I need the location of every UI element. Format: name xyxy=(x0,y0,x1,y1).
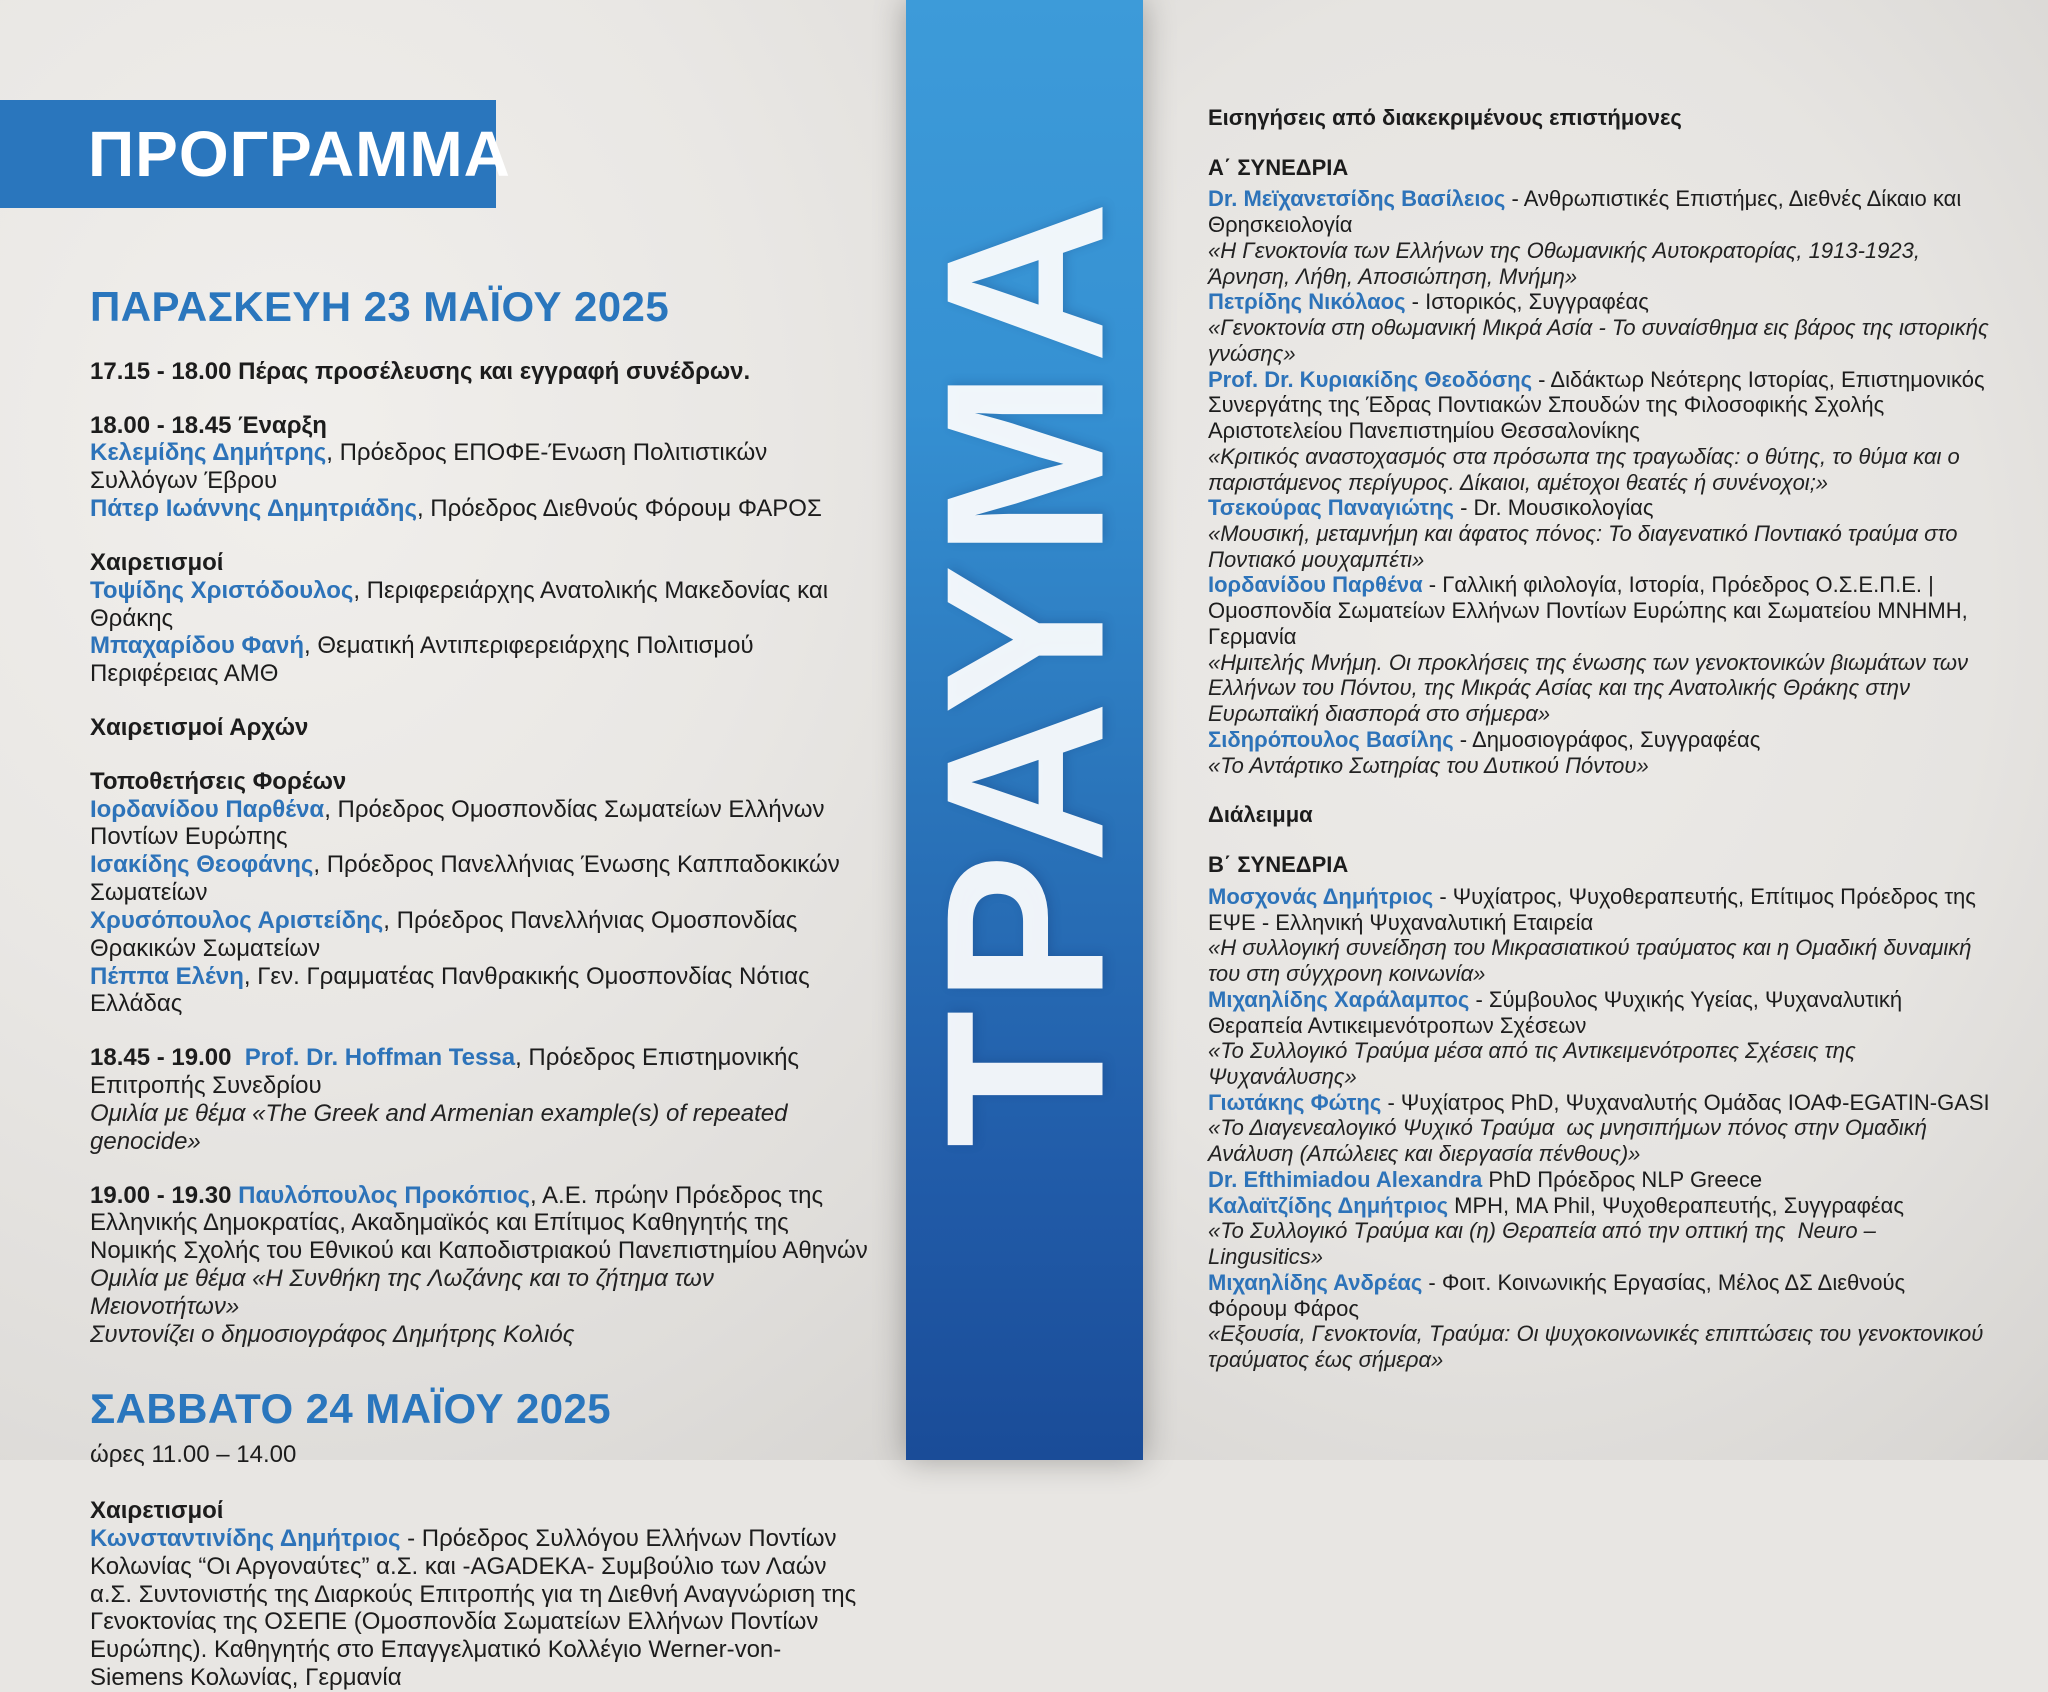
text-run: Χρυσόπουλος Αριστείδης xyxy=(90,906,384,934)
text-run: 18.45 - 19.00 xyxy=(90,1044,245,1072)
text-run: «Το Συλλογικό Τραύμα και (η) Θεραπεία από την οπτική της Neuro – Lingusitics» xyxy=(1208,1218,1883,1270)
text-run: Χαιρετισμοί xyxy=(90,548,224,576)
text-run: Dr. Efthimiadou Alexandra xyxy=(1208,1166,1483,1192)
text-run: Κωνσταντινίδης Δημήτριος xyxy=(90,1524,401,1552)
text-run: Μιχαηλίδης Ανδρέας xyxy=(1208,1269,1423,1295)
day2-greetings-block xyxy=(90,1497,868,1692)
text-run: , Γεν. Γραμματέας Πανθρακικής Ομοσπονδίας Νότιας Ελλάδας xyxy=(90,962,817,1018)
text-run: , Πρόεδρος Πανελλήνιας Ένωσης Καππαδοκικών Σωματείων xyxy=(90,851,847,907)
text-run: , Πρόεδρος Διεθνούς Φόρουμ ΦΑΡΟΣ xyxy=(416,495,822,523)
registration-block xyxy=(90,358,868,386)
session-entry xyxy=(1208,495,1990,572)
text-run: - Ψυχίατρος PhD, Ψυχαναλυτής Ομάδας ΙΟΑΦ-EGATIN-GASI xyxy=(1381,1089,1990,1115)
text-run: Ομιλία με θέμα «Η Συνθήκη της Λωζάνης και το ζήτημα των Μειονοτήτων» xyxy=(90,1265,721,1320)
text-run: , Α.Ε. πρώην Πρόεδρος της Ελληνικής Δημοκρατίας, Ακαδημαϊκός και Επίτιμος Καθηγητής της Νομικής Σχολής του Εθνικού και Καποδιστριακού Πανεπιστημίου Αθηνών xyxy=(90,1181,868,1265)
keynote1-block xyxy=(90,1044,868,1155)
session-entry xyxy=(1208,884,1990,987)
session-entry xyxy=(1208,1090,1990,1167)
text-run: - Δημοσιογράφος, Συγγραφέας xyxy=(1453,726,1761,752)
text-run: - Ιστορικός, Συγγραφέας xyxy=(1405,289,1649,315)
session-entry xyxy=(1208,572,1990,726)
text-run: , Πρόεδρος Πανελλήνιας Ομοσπονδίας Θρακικών Σωματείων xyxy=(90,906,804,962)
session-entry xyxy=(1208,367,1990,496)
text-run: 17.15 - 18.00 Πέρας προσέλευσης και εγγραφή συνέδρων. xyxy=(90,357,751,385)
text-run: «Ημιτελής Μνήμη. Οι προκλήσεις της ένωσης των γενοκτονικών βιωμάτων των Ελλήνων του Πόντου, της Μικράς Ασίας και της Ανατολικής Θράκης στην Ευρωπαϊκή διασπορά στο σήμερα» xyxy=(1208,649,1975,727)
text-run: Β΄ ΣΥΝΕΔΡΙΑ xyxy=(1208,852,1349,878)
session-entry xyxy=(1208,1270,1990,1373)
break-label xyxy=(1208,802,1990,828)
day2-hours xyxy=(90,1441,868,1469)
text-run: Πέππα Ελένη xyxy=(90,962,244,990)
text-run: Πάτερ Ιωάννης Δημητριάδης xyxy=(90,495,417,523)
text-run: Ιορδανίδου Παρθένα xyxy=(90,795,325,823)
session-a-heading xyxy=(1208,155,1990,181)
text-run: Μπαχαρίδου Φανή xyxy=(90,632,304,660)
text-run: - Σύμβουλος Ψυχικής Υγείας, Ψυχαναλυτική Θεραπεία Αντικειμενότροπων Σχέσεων xyxy=(1208,986,1909,1038)
text-run: Μιχαηλίδης Χαράλαμπος xyxy=(1208,986,1470,1012)
right-column xyxy=(1208,105,1995,1373)
text-run: - Πρόεδρος Συλλόγου Ελλήνων Ποντίων Κολωνίας “Οι Αργοναύτες” α.Σ. και -AGADEKA- Συμβούλιο των Λαών α.Σ. Συντονιστής της Διαρκούς Επιτροπής για τη Διεθνή Αναγνώριση της Γενοκτονίας της ΟΣΕΠΕ (Ομοσπονδία Σωματείων Ελλήνων Ποντίων Ευρώπης). Καθηγητής στο Επαγγελματικό Κολλέγιο Werner-von-Siemens Κολωνίας, Γερμανία xyxy=(90,1524,863,1692)
text-run: - Dr. Μουσικολογίας xyxy=(1453,495,1654,521)
text-run: Ισακίδης Θεοφάνης xyxy=(90,851,314,879)
speakers-intro xyxy=(1208,105,1990,131)
session-entry xyxy=(1208,987,1990,1090)
statements-block xyxy=(90,768,868,1018)
text-run: 19.00 - 19.30 xyxy=(90,1181,239,1209)
text-run: - Φοιτ. Κοινωνικής Εργασίας, Μέλος ΔΣ Διεθνούς Φόρουμ Φάρος xyxy=(1208,1269,1912,1321)
text-run: Χαιρετισμοί Αρχών xyxy=(90,714,309,741)
text-run: «Κριτικός αναστοχασμός στα πρόσωπα της τραγωδίας: ο θύτης, το θύμα και ο παριστάμενος περίγυρος. Δίκαιοι, αμέτοχοι θεατές ή συνένοχοι;» xyxy=(1208,443,1966,495)
text-run: Εισηγήσεις από διακεκριμένους επιστήμονες xyxy=(1208,105,1682,130)
session-entry xyxy=(1208,1193,1990,1270)
text-run: Α΄ ΣΥΝΕΔΡΙΑ xyxy=(1208,154,1349,180)
keynote2-block xyxy=(90,1182,868,1349)
text-run: MPH, MA Phil, Ψυχοθεραπευτής, Συγγραφέας xyxy=(1448,1192,1904,1218)
text-run: «Η Γενοκτονία των Ελλήνων της Οθωμανικής Αυτοκρατορίας, 1913-1923, Άρνηση, Λήθη, Αποσιώπηση, Μνήμη» xyxy=(1208,237,1926,289)
text-run: ώρες 11.00 – 14.00 xyxy=(90,1441,297,1469)
day1-heading: ΠΑΡΑΣΚΕΥΗ 23 ΜΑΪΟΥ 2025 xyxy=(90,283,670,330)
text-run: , Περιφερειάρχης Ανατολικής Μακεδονίας και Θράκης xyxy=(90,576,835,632)
text-run: «Μουσική, μεταμνήμη και άφατος πόνος: Το διαγενατικό Ποντιακό τραύμα στο Ποντιακό μουχαμπέτι» xyxy=(1208,521,1964,572)
text-run: Τοψίδης Χριστόδουλος xyxy=(90,576,354,604)
text-run: PhD Πρόεδρος NLP Greece xyxy=(1482,1166,1763,1192)
text-run: «Γενοκτονία στη οθωμανική Μικρά Ασία - Το συναίσθημα εις βάρος της ιστορικής γνώσης» xyxy=(1208,315,1995,366)
text-run: , Πρόεδρος Επιστημονικής Επιτροπής Συνεδρίου xyxy=(90,1044,806,1100)
text-run: , Πρόεδρος Ομοσπονδίας Σωματείων Ελλήνων Ποντίων Ευρώπης xyxy=(90,795,832,851)
text-run: Prof. Dr. Κυριακίδης Θεοδόσης xyxy=(1208,366,1533,392)
program-title-band xyxy=(0,100,511,208)
text-run: - Διδάκτωρ Νεότερης Ιστορίας, Επιστημονικός Συνεργάτης της Έδρας Ποντιακών Σπουδών της Φιλοσοφικής Σχολής Αριστοτελείου Πανεπιστημίου Θεσσαλονίκης xyxy=(1208,366,1991,444)
session-b-heading xyxy=(1208,852,1990,878)
text-run: Ιορδανίδου Παρθένα xyxy=(1208,572,1423,598)
program-title: ΠΡΟΓΡΑΜΜΑ xyxy=(88,118,511,190)
day2-heading: ΣΑΒΒΑΤΟ 24 ΜΑΪΟΥ 2025 xyxy=(90,1384,612,1432)
text-run: «Εξουσία, Γενοκτονία, Τραύμα: Οι ψυχοκοινωνικές επιπτώσεις του γενοκτονικού τραύματος έως σήμερα» xyxy=(1208,1321,1990,1373)
text-run: «Το Συλλογικό Τραύμα μέσα από τις Αντικειμενότροπες Σχέσεις της Ψυχανάλυσης» xyxy=(1208,1038,1862,1089)
text-run: «Το Διαγενεαλογικό Ψυχικό Τραύμα ως μνησιπήμων πόνος στην Ομαδική Ανάλυση (Απώλειες και διεργασία πένθους)» xyxy=(1208,1115,1933,1167)
left-column xyxy=(90,283,868,1692)
text-run: Χαιρετισμοί xyxy=(90,1497,224,1525)
spine-banner xyxy=(898,0,1150,1460)
session-entry xyxy=(1208,727,1990,778)
text-run: «Το Αντάρτικο Σωτηρίας του Δυτικού Πόντου» xyxy=(1208,752,1649,778)
text-run: Καλαϊτζίδης Δημήτριος xyxy=(1208,1192,1449,1218)
text-run: Διάλειμμα xyxy=(1208,802,1313,828)
spine-word: ΤΡΑΥΜΑ xyxy=(898,194,1150,1148)
text-run: Μοσχονάς Δημήτριος xyxy=(1208,883,1434,909)
text-run: Ομιλία με θέμα «The Greek and Armenian example(s) of repeated genocide» xyxy=(90,1099,795,1155)
text-run: - Γαλλική φιλολογία, Ιστορία, Πρόεδρος Ο.Σ.Ε.Π.Ε. | Ομοσπονδία Σωματείων Ελλήνων Ποντίων Ευρώπης και Σωματείου ΜΝΗΜΗ, Γερμανία xyxy=(1208,572,1974,649)
text-run: Παυλόπουλος Προκόπιος xyxy=(238,1181,531,1209)
text-run: Πετρίδης Νικόλαος xyxy=(1208,289,1406,315)
text-run: Τσεκούρας Παναγιώτης xyxy=(1208,495,1454,521)
text-run: Γιωτάκης Φώτης xyxy=(1208,1089,1382,1115)
greetings-block xyxy=(90,549,868,688)
text-run: Dr. Μεϊχανετσίδης Βασίλειος xyxy=(1208,186,1506,212)
text-run: Συντονίζει ο δημοσιογράφος Δημήτρης Κολιός xyxy=(90,1320,575,1348)
text-run: «Η συλλογική συνείδηση του Μικρασιατικού τραύματος και η Ομαδική δυναμική του στη σύγχρονη κοινωνία» xyxy=(1208,935,1978,987)
text-run: 18.00 - 18.45 Έναρξη xyxy=(90,411,327,439)
text-run: - Ανθρωπιστικές Επιστήμες, Διεθνές Δίκαιο και Θρησκειολογία xyxy=(1208,186,1968,238)
opening-block xyxy=(90,412,868,523)
text-run: , Πρόεδρος ΕΠΟΦΕ-Ένωση Πολιτιστικών Συλλόγων Έβρου xyxy=(90,439,774,495)
session-entry xyxy=(1208,289,1995,366)
text-run: Κελεμίδης Δημήτρης xyxy=(90,439,327,467)
text-run: Σιδηρόπουλος Βασίλης xyxy=(1208,726,1454,752)
session-entry xyxy=(1208,1167,1990,1193)
text-run: - Ψυχίατρος, Ψυχοθεραπευτής, Επίτιμος Πρόεδρος της ΕΨΕ - Ελληνική Ψυχαναλυτική Εταιρεία xyxy=(1208,883,1982,935)
greetings-authorities-block xyxy=(90,714,868,742)
text-run: Prof. Dr. Hoffman Tessa xyxy=(244,1044,516,1072)
text-run: , Θεματική Αντιπεριφερειάρχης Πολιτισμού Περιφέρειας ΑΜΘ xyxy=(90,632,761,688)
session-entry xyxy=(1208,186,1990,289)
text-run: Τοποθετήσεις Φορέων xyxy=(90,767,347,795)
